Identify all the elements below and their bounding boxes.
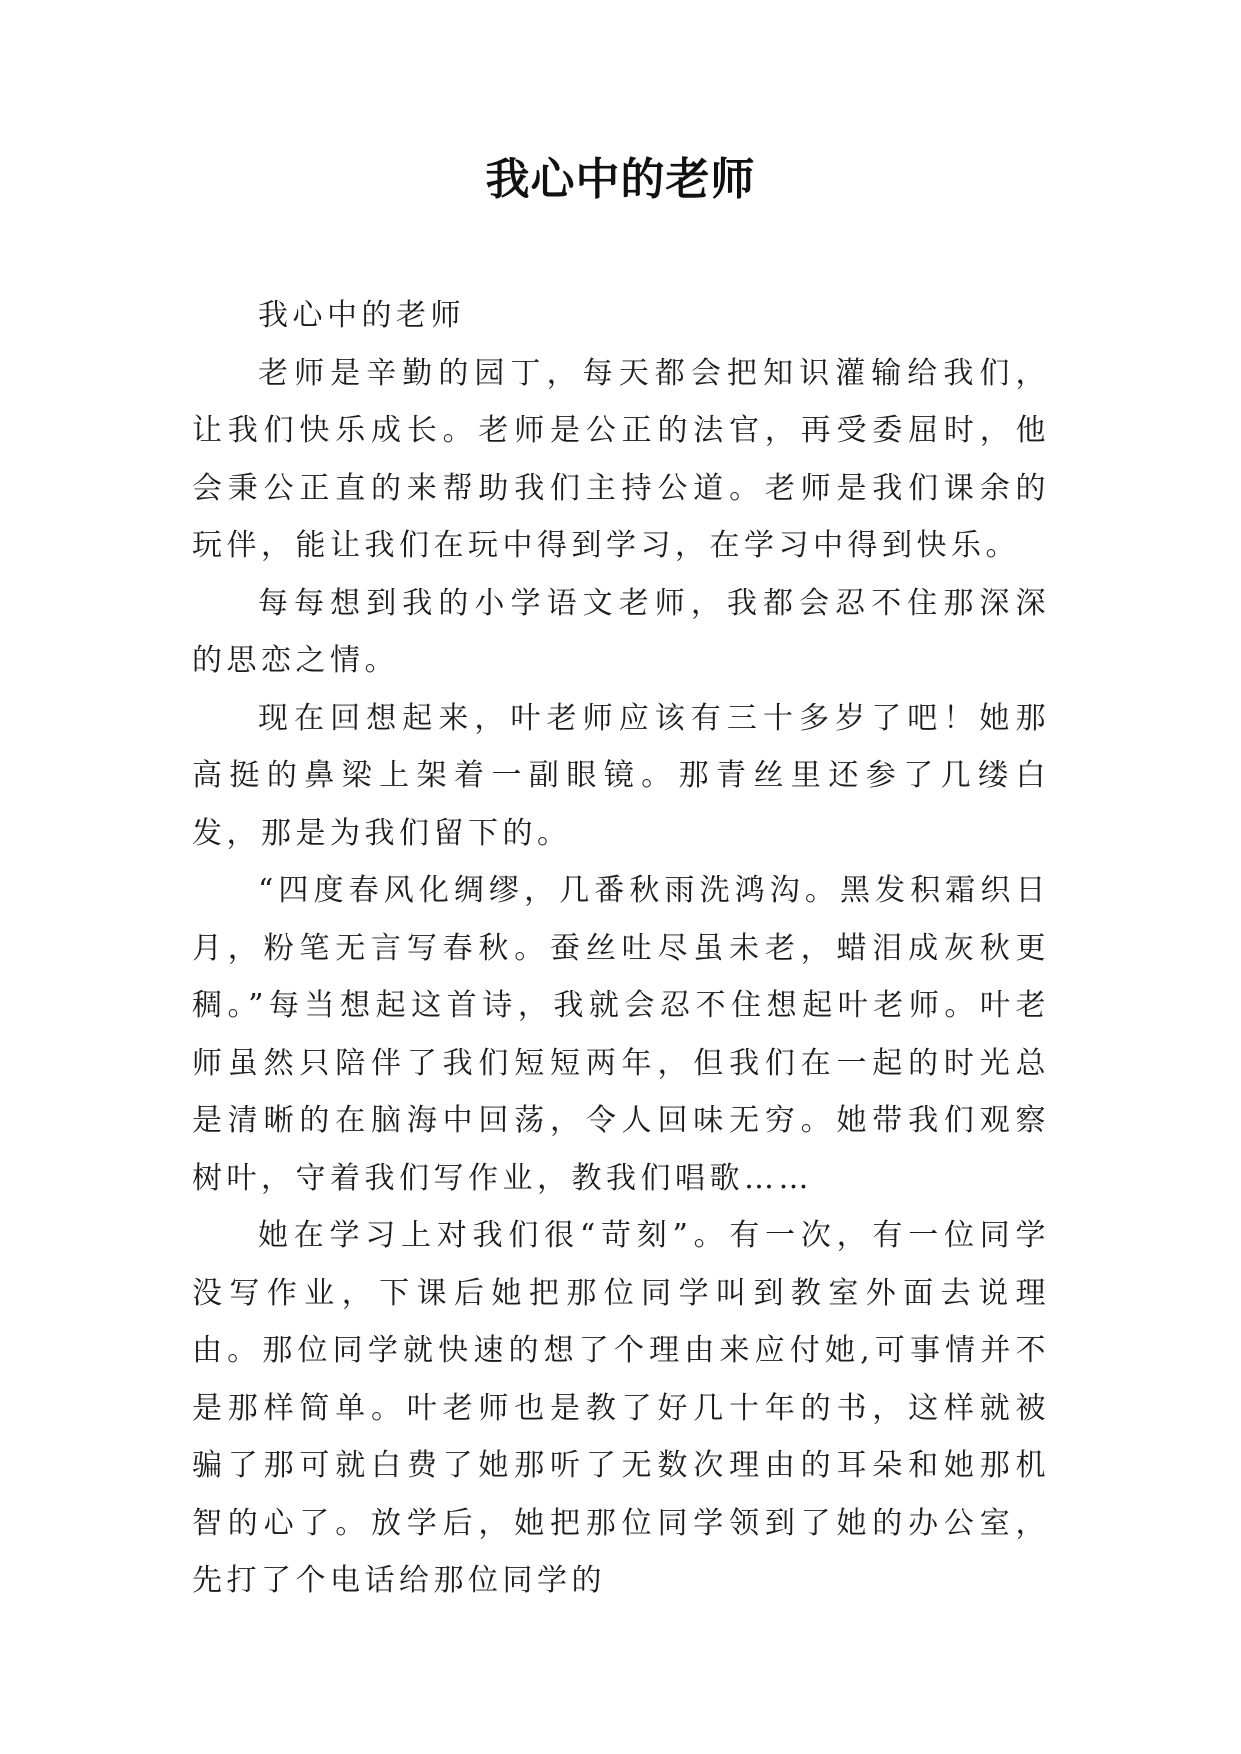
paragraph-teacher-appearance: 现在回想起来，叶老师应该有三十多岁了吧！她那高挺的鼻梁上架着一副眼镜。那青丝里还参了几缕白发，那是为我们留下的。 [192,700,1050,851]
paragraph-strict-teacher: 她在学习上对我们很“苛刻”。有一次，有一位同学没写作业，下课后她把那位同学叫到教室外面去说理由。那位同学就快速的想了个理由来应付她,可事情并不是那样简单。叶老师也是教了好几十年的书，这样就被骗了那可就白费了她那听了无数次理由的耳朵和她那机智的心了。放学后，她把那位同学领到了她的办公室，先打了个电话给那位同学的 [192,1218,1050,1598]
paragraph-missing-teacher: 每每想到我的小学语文老师，我都会忍不住那深深的思恋之情。 [192,585,1050,678]
document-title: 我心中的老师 [485,154,756,205]
paragraph-poem: “四度春风化绸缪，几番秋雨洗鸿沟。黑发积霜织日月，粉笔无言写春秋。蚕丝吐尽虽未老，蜡泪成灰秋更稠。”每当想起这首诗，我就会忍不住想起叶老师。叶老师虽然只陪伴了我们短短两年，但我们在一起的时光总是清晰的在脑海中回荡，令人回味无穷。她带我们观察树叶，守着我们写作业，教我们唱歌…… [192,873,1050,1196]
paragraph-heading: 我心中的老师 [258,298,465,333]
document-body [192,287,1050,1610]
paragraph-teacher-metaphors: 老师是辛勤的园丁，每天都会把知识灌输给我们，让我们快乐成长。老师是公正的法官，再受委屈时，他会秉公正直的来帮助我们主持公道。老师是我们课余的玩伴，能让我们在玩中得到学习，在学习中得到快乐。 [192,355,1050,563]
